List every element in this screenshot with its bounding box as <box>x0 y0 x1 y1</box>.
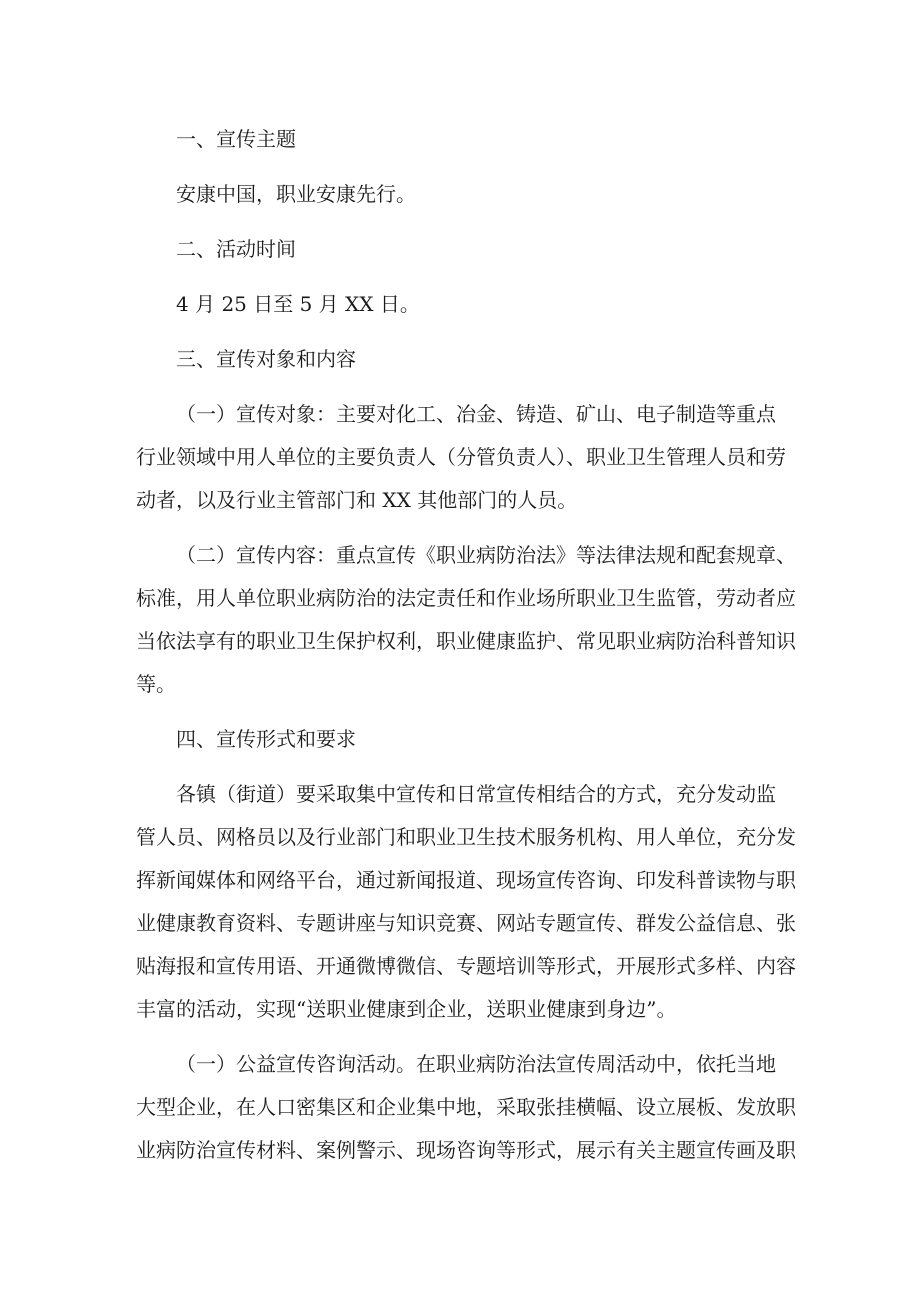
paragraph-line: 挥新闻媒体和网络平台，通过新闻报道、现场宣传咨询、印发科普读物与职 <box>136 868 796 892</box>
paragraph-gap <box>136 1031 796 1043</box>
document-body <box>136 118 796 1172</box>
paragraph-gap <box>136 161 796 173</box>
paragraph-first-line: 安康中国，职业安康先行。 <box>176 182 416 206</box>
paragraph-gap <box>136 381 796 393</box>
paragraph-gap <box>136 271 796 283</box>
paragraph-line: 大型企业，在人口密集区和企业集中地，采取张挂横幅、设立展板、发放职 <box>136 1095 796 1119</box>
paragraph-line: 标准，用人单位职业病防治的法定责任和作业场所职业卫生监管，劳动者应 <box>136 586 796 610</box>
paragraph-line: 贴海报和宣传用语、开通微博微信、专题培训等形式，开展形式多样、内容 <box>136 954 796 978</box>
paragraph-line: 动者，以及行业主管部门和 XX 其他部门的人员。 <box>136 488 578 512</box>
paragraph-first-line: （二）宣传内容：重点宣传《职业病防治法》等法律法规和配套规章、 <box>176 543 796 567</box>
paragraph-line: 业健康教育资料、专题讲座与知识竞赛、网站专题宣传、群发公益信息、张 <box>136 911 796 935</box>
paragraph-gap <box>136 522 796 534</box>
paragraph-first-line: 4 月 25 日至 5 月 XX 日。 <box>176 292 420 316</box>
paragraph-line: 管人员、网格员以及行业部门和职业卫生技术服务机构、用人单位，充分发 <box>136 825 796 849</box>
paragraph-first-line: 一、宣传主题 <box>176 127 296 151</box>
paragraph-first-line: （一）宣传对象：主要对化工、冶金、铸造、矿山、电子制造等重点 <box>176 402 776 426</box>
paragraph-first-line: 三、宣传对象和内容 <box>176 347 356 371</box>
paragraph-first-line: 二、活动时间 <box>176 237 296 261</box>
paragraph-first-line: 各镇（街道）要采取集中宣传和日常宣传相结合的方式，充分发动监 <box>176 782 776 806</box>
paragraph-line: 丰富的活动，实现“送职业健康到企业，送职业健康到身边”。 <box>136 997 677 1021</box>
paragraph-first-line: 四、宣传形式和要求 <box>176 727 356 751</box>
paragraph-line: 业病防治宣传材料、案例警示、现场咨询等形式，展示有关主题宣传画及职 <box>136 1138 796 1162</box>
paragraph-gap <box>136 326 796 338</box>
paragraph-line: 等。 <box>136 672 176 696</box>
paragraph-line: 行业领域中用人单位的主要负责人（分管负责人）、职业卫生管理人员和劳 <box>136 445 786 469</box>
paragraph-gap <box>136 706 796 718</box>
paragraph-line: 当依法享有的职业卫生保护权利，职业健康监护、常见职业病防治科普知识 <box>136 629 796 653</box>
paragraph-first-line: （一）公益宣传咨询活动。在职业病防治法宣传周活动中，依托当地 <box>176 1052 776 1076</box>
paragraph-gap <box>136 216 796 228</box>
paragraph-gap <box>136 761 796 773</box>
